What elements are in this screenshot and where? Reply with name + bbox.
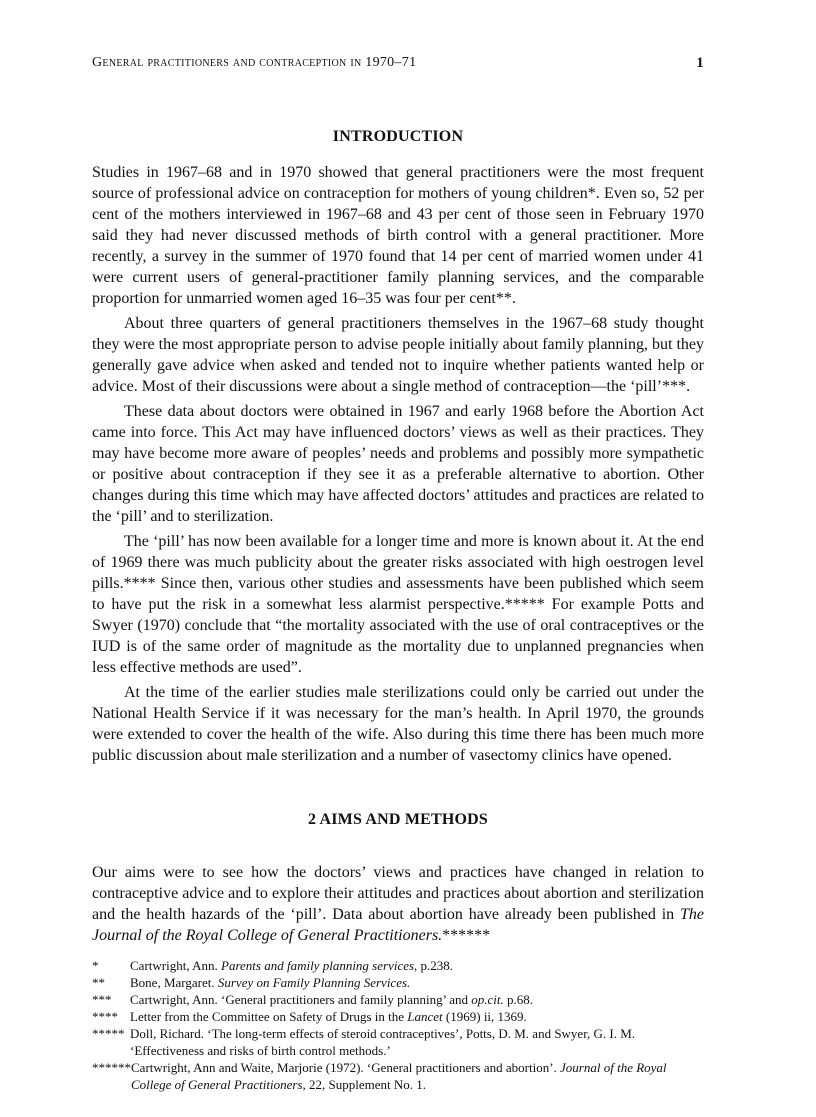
footnote-text: Doll, Richard. ‘The long-term effects of steroid contraceptives’, Potts, D. M. and Swyer, G. I. M. ‘Effectiveness and risks of birth control methods.’: [130, 1026, 636, 1058]
footnote-mark: ***: [92, 992, 112, 1007]
footnote-marker: ******: [442, 927, 491, 944]
footnote: [92, 991, 704, 1008]
intro-paragraph-4: The ‘pill’ has now been available for a longer time and more is known about it. At the end of 1969 there was much publicity about the greater risks associated with high oestrogen level pills.**** Since then, various other studies and assessments have been published which seem to have put the risk in a somewhat less alarmist perspective.***** For example Potts and Swyer (1970) conclude that “the mortality associated with the use of oral contraceptives or the IUD is of the same order of magnitude as the mortality due to unplanned pregnancies when less effective methods are used”.: [92, 533, 704, 676]
intro-paragraph-5: At the time of the earlier studies male sterilizations could only be carried out under the National Health Service if it was necessary for the man’s health. In April 1970, the grounds were extended to cover the health of the wife. Also during this time there has been much more public discussion about male sterilization and a number of vasectomy clinics have opened.: [92, 684, 704, 764]
footnote-mark: **: [92, 975, 105, 990]
intro-paragraph-2: About three quarters of general practitioners themselves in the 1967–68 study thought they were the most appropriate person to advise people initially about family planning, but they generally gave advice when asked and tended not to inquire whether patients wanted help or advice. Most of their discussions were about a single method of contraception—the ‘pill’***.: [92, 315, 704, 395]
footnote: [92, 1008, 704, 1025]
footnote-mark: *: [92, 958, 99, 973]
footnote-text: Cartwright, Ann and Waite, Marjorie (1972). ‘General practitioners and abortion’. Journal of the Royal College of General Practitioners, 22, Supplement No. 1.: [131, 1060, 667, 1092]
footnote-text: Letter from the Committee on Safety of Drugs in the Lancet (1969) ii, 1369.: [130, 1009, 527, 1024]
running-header: [92, 55, 704, 71]
footnote-text: Bone, Margaret. Survey on Family Planning Services.: [130, 975, 411, 990]
aims-methods-heading: 2 AIMS AND METHODS: [307, 811, 489, 828]
footnote-text: Cartwright, Ann. ‘General practitioners and family planning’ and op.cit. p.68.: [130, 992, 534, 1007]
aims-text: Our aims were to see how the doctors’ views and practices have changed in relation to contraceptive advice and to explore their attitudes and practices about abortion and sterilization and the health hazards of the ‘pill’. Data about abortion have already been published in: [92, 864, 704, 923]
page-number: 1: [696, 55, 704, 71]
intro-paragraph-3: These data about doctors were obtained in 1967 and early 1968 before the Abortion Act came into force. This Act may have influenced doctors’ views as well as their practices. They may have become more aware of peoples’ needs and problems and possibly more sympathetic or positive about contraception if they see it as a preferable alternative to abortion. Other changes during this time which may have affected doctors’ attitudes and practices are related to the ‘pill’ and to sterilization.: [92, 403, 704, 525]
page-body: [92, 128, 704, 1093]
footnote-mark: ******: [92, 1060, 131, 1075]
footnote-mark: *****: [92, 1026, 125, 1041]
footnote: [92, 1025, 704, 1059]
running-title: General practitioners and contraception in 1970–71: [92, 55, 417, 70]
intro-paragraph-1: Studies in 1967–68 and in 1970 showed that general practitioners were the most frequent source of professional advice on contraception for mothers of young children*. Even so, 52 per cent of the mothers interviewed in 1967–68 and 43 per cent of those seen in February 1970 said they had never discussed methods of birth control with a general practitioner. More recently, a survey in the summer of 1970 found that 14 per cent of married women under 41 were current users of general-practitioner family planning services, and the comparable proportion for unmarried women aged 16–35 was four per cent**.: [92, 164, 704, 307]
footnote: [92, 974, 704, 991]
aims-paragraph: [92, 862, 704, 946]
footnote: [92, 1059, 704, 1093]
footnote-text: Cartwright, Ann. Parents and family planning services, p.238.: [130, 958, 454, 973]
footnote: [92, 957, 704, 974]
introduction-heading: INTRODUCTION: [332, 128, 464, 145]
footnotes: [92, 957, 704, 1093]
footnote-mark: ****: [92, 1009, 118, 1024]
journal-title: The Journal of the Royal College of General Practitioners.: [92, 906, 704, 944]
